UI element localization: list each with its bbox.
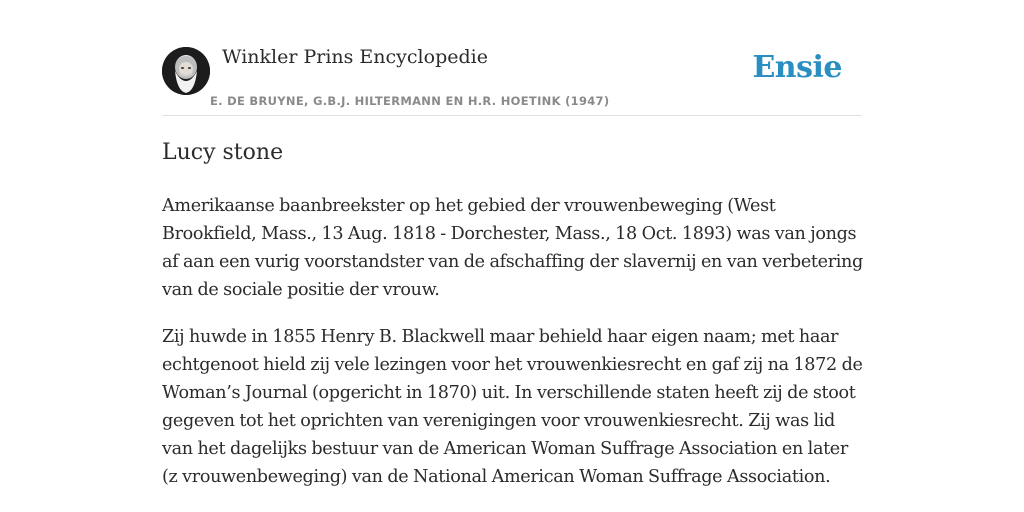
brand-logo[interactable]: Ensie [752,50,842,85]
page [162,0,862,512]
authors-subtitle: E. DE BRUYNE, G.B.J. HILTERMANN EN H.R. HOETINK (1947) [210,94,610,108]
header [162,0,862,116]
bearded-man-portrait-icon [162,47,210,95]
site-title[interactable]: Winkler Prins Encyclopedie [222,46,488,68]
article-paragraph: Zij huwde in 1855 Henry B. Blackwell maar behield haar eigen naam; met haar echtgenoot hield zij vele lezingen voor het vrouwenkiesrecht en gaf zij na 1872 de Woman’s Journal (opgericht in 1870) uit. In verschillende staten heeft zij de stoot gegeven tot het oprichten van verenigingen voor vrouwenkiesrecht. Zij was lid van het dagelijks bestuur van de American Woman Suffrage Association en later (z vrouwenbeweging) van de National American Woman Suffrage Association. [162,327,863,487]
article-title: Lucy stone [162,140,284,165]
avatar[interactable] [162,47,210,95]
article-paragraph: Amerikaanse baanbreekster op het gebied der vrouwenbeweging (West Brookfield, Mass., 13 Aug. 1818 - Dorchester, Mass., 18 Oct. 1893) was van jongs af aan een vurig voorstandster van de afschaffing der slavernij en van verbetering van de sociale positie der vrouw. [162,196,863,300]
